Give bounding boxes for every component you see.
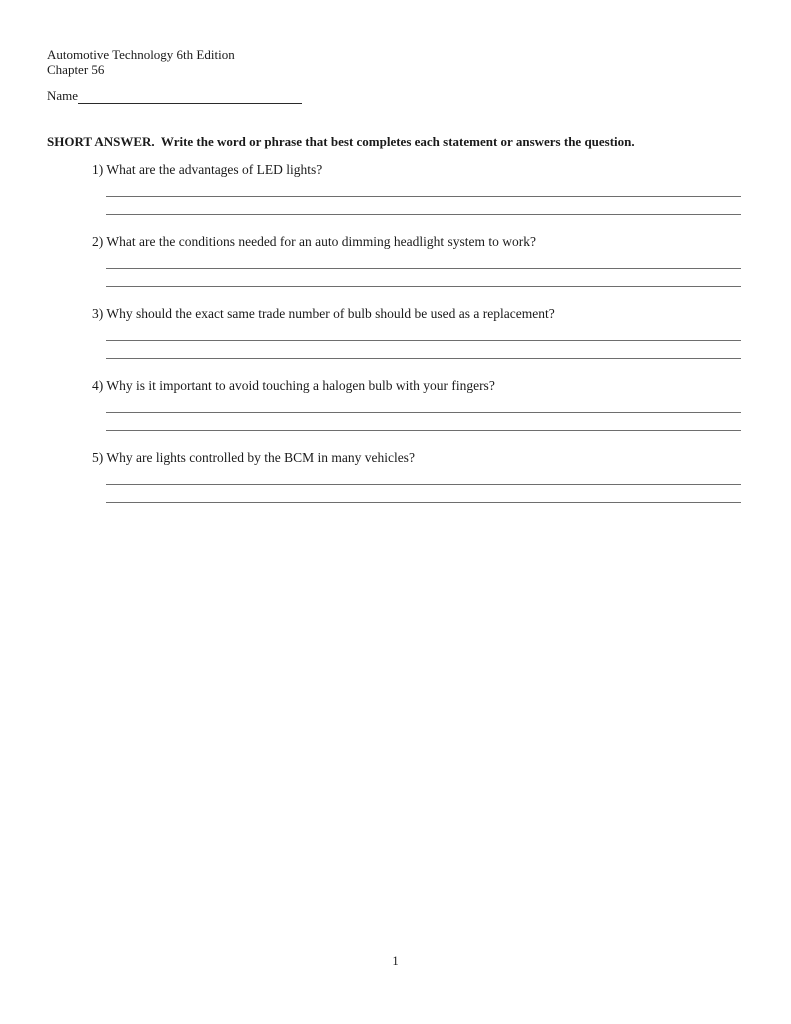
- answer-blank-line: [106, 252, 741, 269]
- answer-blank-line: [106, 324, 741, 341]
- page-number: 1: [392, 954, 399, 968]
- answer-blank-line: [106, 341, 741, 359]
- question-text: 4) Why is it important to avoid touching a halogen bulb with your fingers?: [92, 378, 495, 393]
- answer-lines: [106, 396, 741, 431]
- answer-blank-line: [106, 413, 741, 431]
- answer-lines: [106, 324, 741, 359]
- question-text: 2) What are the conditions needed for an auto dimming headlight system to work?: [92, 234, 537, 249]
- question-item-4: [0, 378, 791, 431]
- question-item-1: [0, 162, 791, 215]
- header-chapter: Chapter 56: [47, 62, 105, 77]
- answer-lines: [106, 468, 741, 503]
- document-header: [47, 47, 235, 77]
- questions-list: [0, 162, 791, 522]
- name-label: Name: [47, 88, 79, 103]
- question-item-5: [0, 450, 791, 503]
- answer-lines: [106, 252, 741, 287]
- question-item-2: [0, 234, 791, 287]
- answer-lines: [106, 180, 741, 215]
- name-blank-line: [78, 89, 302, 104]
- name-row: [47, 88, 302, 104]
- answer-blank-line: [106, 197, 741, 215]
- question-text: 3) Why should the exact same trade number of bulb should be used as a replacement?: [92, 306, 555, 321]
- header-title: Automotive Technology 6th Edition: [47, 47, 235, 62]
- answer-blank-line: [106, 468, 741, 485]
- answer-blank-line: [106, 180, 741, 197]
- answer-blank-line: [106, 396, 741, 413]
- question-text: 1) What are the advantages of LED lights?: [92, 162, 323, 177]
- question-text: 5) Why are lights controlled by the BCM in many vehicles?: [92, 450, 415, 465]
- question-item-3: [0, 306, 791, 359]
- answer-blank-line: [106, 485, 741, 503]
- answer-blank-line: [106, 269, 741, 287]
- section-instructions: SHORT ANSWER. Write the word or phrase that best completes each statement or answers the question.: [47, 134, 635, 149]
